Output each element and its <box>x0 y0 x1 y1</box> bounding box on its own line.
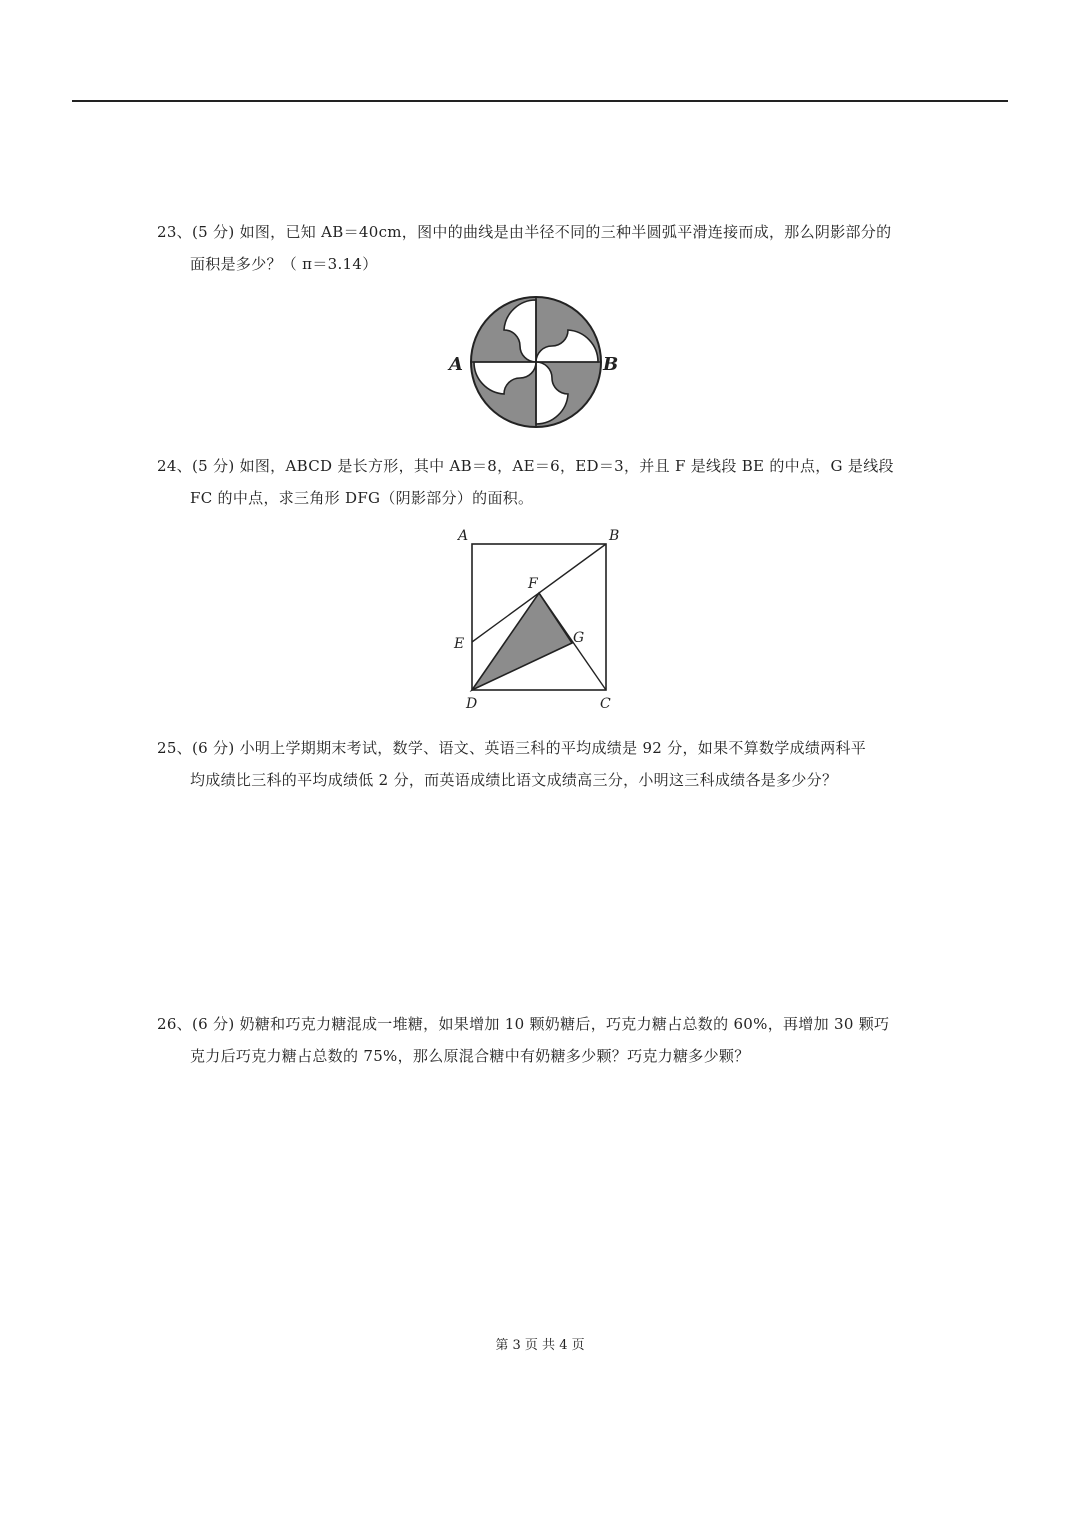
q25-text-line2: 均成绩比三科的平均成绩低 2 分，而英语成绩比语文成绩高三分，小明这三科成绩各是多少分？ <box>190 771 838 789</box>
q24-label-d: D <box>466 696 478 712</box>
q24-text-line1: 24、(5 分) 如图，ABCD 是长方形，其中 AB＝8，AE＝6，ED＝3，并且 F 是线段 BE 的中点，G 是线段 <box>157 457 894 475</box>
q24-shaded-triangle-dfg <box>472 593 572 690</box>
q24-figure <box>450 524 630 714</box>
q23-label-b: B <box>603 354 619 375</box>
q24-label-f: F <box>528 576 538 592</box>
q24-text-line2: FC 的中点，求三角形 DFG（阴影部分）的面积。 <box>190 489 534 507</box>
header-rule <box>72 100 1008 102</box>
page-number: 第 3 页 共 4 页 <box>495 1338 585 1353</box>
q24-label-a: A <box>458 528 469 544</box>
q25-text-line1: 25、(6 分) 小明上学期期末考试，数学、语文、英语三科的平均成绩是 92 分，如果不算数学成绩两科平 <box>157 739 867 757</box>
q24-label-g: G <box>573 630 585 646</box>
q23-figure <box>440 290 630 434</box>
q24-label-b: B <box>609 528 620 544</box>
q24-label-e: E <box>454 636 465 652</box>
q26-text-line1: 26、(6 分) 奶糖和巧克力糖混成一堆糖，如果增加 10 颗奶糖后，巧克力糖占总数的 60%，再增加 30 颗巧 <box>157 1015 890 1033</box>
q23-text-line2: 面积是多少？（ π＝3.14） <box>190 255 378 273</box>
q23-label-a: A <box>449 354 463 375</box>
q24-label-c: C <box>600 696 611 712</box>
q26-text-line2: 克力后巧克力糖占总数的 75%，那么原混合糖中有奶糖多少颗？巧克力糖多少颗？ <box>190 1047 750 1065</box>
q23-text-line1: 23、(5 分) 如图，已知 AB＝40cm，图中的曲线是由半径不同的三种半圆弧平滑连接而成，那么阴影部分的 <box>157 223 892 241</box>
